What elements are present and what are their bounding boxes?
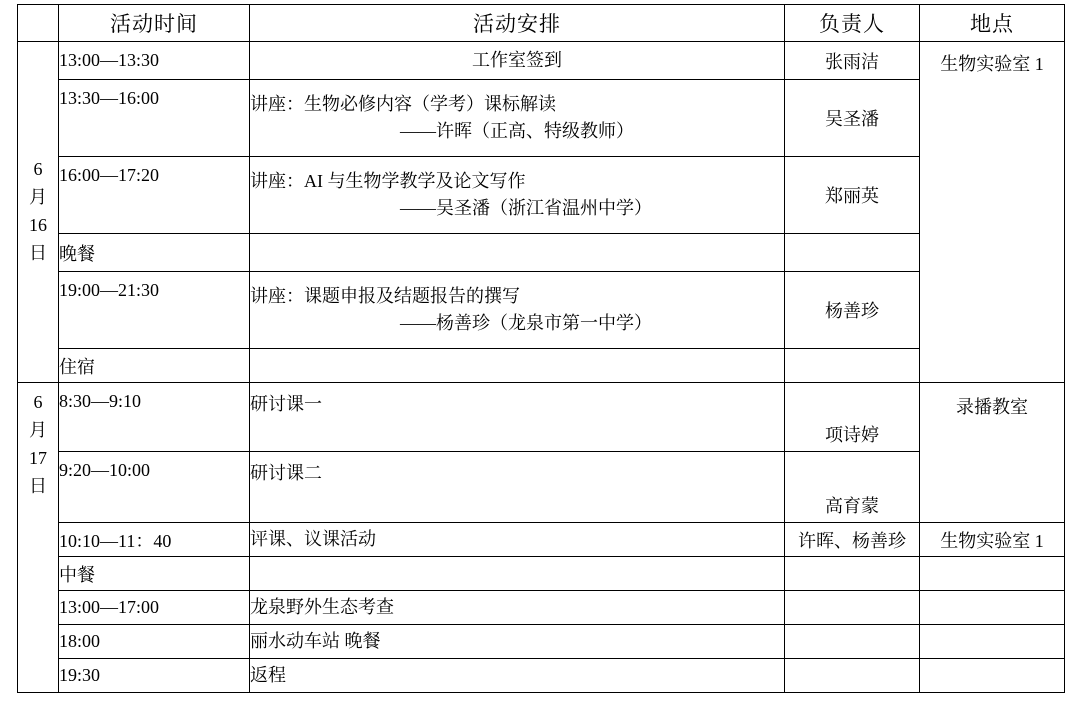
location-cell: [920, 591, 1065, 625]
time-cell: 19:00—21:30: [59, 272, 250, 349]
date-char: 17: [29, 447, 47, 468]
table-row: [18, 383, 1065, 452]
responsible-cell: [785, 625, 920, 659]
time-cell: 中餐: [59, 557, 250, 591]
responsible-cell: [785, 234, 920, 272]
activity-cell: [250, 234, 785, 272]
activity-cell: [250, 349, 785, 383]
activity-line-1: 研讨课一: [250, 394, 322, 414]
responsible-cell: 郑丽英: [785, 157, 920, 234]
activity-cell: [250, 452, 785, 523]
location-cell-day1: 生物实验室 1: [920, 42, 1065, 383]
location-cell-day2: 录播教室: [920, 383, 1065, 523]
time-cell: 13:30—16:00: [59, 80, 250, 157]
responsible-cell: 高育蒙: [785, 452, 920, 523]
table-row: [18, 234, 1065, 272]
date-char: 日: [29, 242, 47, 263]
activity-line-1: 研讨课二: [250, 463, 322, 483]
date-cell-day1: [18, 42, 59, 383]
column-header-responsible: 负责人: [785, 5, 920, 42]
date-cell-day2: [18, 383, 59, 693]
date-char: 月: [29, 419, 47, 440]
location-cell: [920, 625, 1065, 659]
location-cell: 生物实验室 1: [920, 523, 1065, 557]
activity-cell: [250, 80, 785, 157]
location-cell: [920, 659, 1065, 693]
responsible-cell: 张雨洁: [785, 42, 920, 80]
table-row: [18, 452, 1065, 523]
column-header-time: 活动时间: [59, 5, 250, 42]
time-cell: 13:00—13:30: [59, 42, 250, 80]
activity-cell: [250, 272, 785, 349]
time-cell: 9:20—10:00: [59, 452, 250, 523]
table-header-row: [18, 5, 1065, 42]
activity-cell: [250, 157, 785, 234]
responsible-cell: [785, 557, 920, 591]
responsible-cell: [785, 591, 920, 625]
schedule-table: [17, 4, 1065, 693]
location-cell: [920, 557, 1065, 591]
responsible-cell: 杨善珍: [785, 272, 920, 349]
activity-cell: 龙泉野外生态考查: [250, 591, 785, 625]
activity-cell: [250, 383, 785, 452]
responsible-cell: [785, 349, 920, 383]
time-cell: 住宿: [59, 349, 250, 383]
activity-cell: 评课、议课活动: [250, 523, 785, 557]
table-row: [18, 591, 1065, 625]
date-char: 6: [33, 159, 43, 180]
activity-line-1: 讲座：课题申报及结题报告的撰写: [250, 286, 520, 306]
time-cell: 13:00—17:00: [59, 591, 250, 625]
column-header-location: 地点: [920, 5, 1065, 42]
activity-cell: [250, 42, 785, 80]
activity-line-2: ——杨善珍（龙泉市第一中学）: [400, 313, 652, 333]
activity-line-1: 讲座：生物必修内容（学考）课标解读: [250, 94, 556, 114]
activity-line-1: 工作室签到: [472, 50, 562, 70]
table-row: [18, 625, 1065, 659]
activity-cell: 丽水动车站 晚餐: [250, 625, 785, 659]
time-cell: 19:30: [59, 659, 250, 693]
column-header-date: [18, 5, 59, 42]
responsible-cell: 吴圣潘: [785, 80, 920, 157]
schedule-document: [0, 4, 1081, 701]
table-row: [18, 80, 1065, 157]
activity-cell: 返程: [250, 659, 785, 693]
table-row: [18, 272, 1065, 349]
activity-line-2: ——吴圣潘（浙江省温州中学）: [400, 198, 652, 218]
table-row: [18, 157, 1065, 234]
table-row: [18, 523, 1065, 557]
time-cell: 10:10—11：40: [59, 523, 250, 557]
table-row: [18, 659, 1065, 693]
table-row: [18, 557, 1065, 591]
time-cell: 8:30—9:10: [59, 383, 250, 452]
time-cell: 晚餐: [59, 234, 250, 272]
table-row: [18, 42, 1065, 80]
activity-line-1: 讲座：AI 与生物学教学及论文写作: [250, 171, 526, 191]
date-char: 月: [29, 187, 47, 208]
column-header-activity: 活动安排: [250, 5, 785, 42]
date-char: 16: [29, 215, 47, 235]
time-cell: 18:00: [59, 625, 250, 659]
date-char: 日: [29, 475, 47, 496]
table-row: [18, 349, 1065, 383]
responsible-cell: 许晖、杨善珍: [785, 523, 920, 557]
date-char: 6: [33, 392, 43, 412]
responsible-cell: [785, 659, 920, 693]
activity-cell: [250, 557, 785, 591]
responsible-cell: 项诗婷: [785, 383, 920, 452]
activity-line-2: ——许晖（正高、特级教师）: [400, 121, 634, 141]
time-cell: 16:00—17:20: [59, 157, 250, 234]
